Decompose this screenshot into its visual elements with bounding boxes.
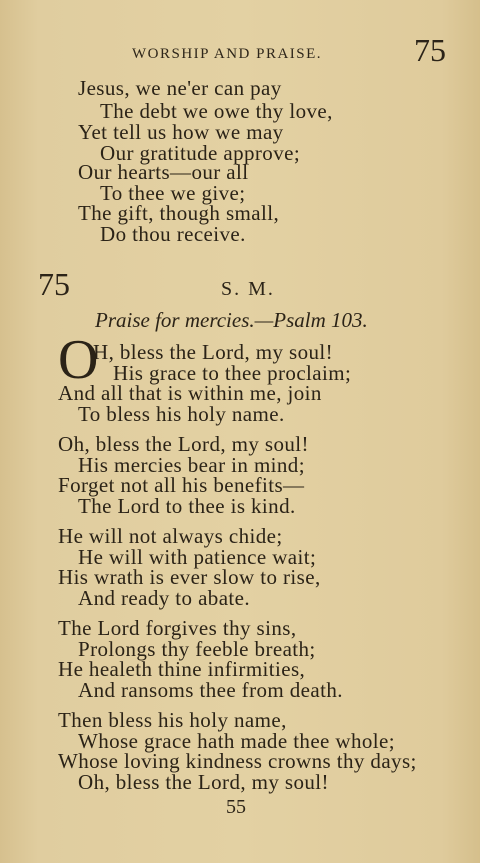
prev-hymn-line-3: Yet tell us how we may [78, 120, 284, 144]
stanza-4-line-4: And ransoms thee from death. [78, 678, 343, 702]
prev-hymn-line-6: To thee we give; [100, 181, 246, 205]
prev-hymn-line-5: Our hearts—our all [78, 160, 249, 184]
stanza-3-line-2: He will with patience wait; [78, 545, 317, 569]
stanza-3-line-4: And ready to abate. [78, 586, 251, 610]
stanza-1-line-2: His grace to thee proclaim; [113, 361, 352, 385]
stanza-1-line-4: To bless his holy name. [78, 402, 285, 426]
prev-hymn-line-4: Our gratitude approve; [100, 141, 301, 165]
stanza-5-line-4: Oh, bless the Lord, my soul! [78, 770, 329, 794]
stanza-5-line-2: Whose grace hath made thee whole; [78, 729, 395, 753]
running-header: WORSHIP AND PRAISE. [132, 46, 323, 62]
stanza-1-line-1: H, bless the Lord, my soul! [93, 340, 334, 364]
prev-hymn-line-7: The gift, though small, [78, 201, 280, 225]
stanza-4-line-2: Prolongs thy feeble breath; [78, 637, 316, 661]
stanza-3-line-3: His wrath is ever slow to rise, [58, 565, 321, 589]
stanza-3-line-1: He will not always chide; [58, 524, 283, 548]
stanza-1-line-3: And all that is within me, join [58, 381, 322, 405]
stanza-5-line-1: Then bless his holy name, [58, 708, 287, 732]
stanza-5-line-3: Whose loving kindness crowns thy days; [58, 749, 417, 773]
hymn-number: 75 [38, 266, 70, 302]
prev-hymn-line-1: Jesus, we ne'er can pay [78, 76, 282, 100]
stanza-2-line-4: The Lord to thee is kind. [78, 494, 296, 518]
prev-hymn-line-2: The debt we owe thy love, [100, 99, 333, 123]
page-number: 55 [226, 796, 246, 818]
hymn-subtitle: Praise for mercies.—Psalm 103. [95, 308, 368, 332]
stanza-4-line-1: The Lord forgives thy sins, [58, 616, 297, 640]
drop-cap: O [58, 329, 99, 391]
stanza-2-line-2: His mercies bear in mind; [78, 453, 305, 477]
hymn-meter: S. M. [221, 278, 275, 300]
stanza-4-line-3: He healeth thine infirmities, [58, 657, 306, 681]
prev-hymn-line-8: Do thou receive. [100, 222, 246, 246]
stanza-2-line-3: Forget not all his benefits— [58, 473, 305, 497]
stanza-2-line-1: Oh, bless the Lord, my soul! [58, 432, 309, 456]
header-hymn-number: 75 [414, 32, 446, 68]
